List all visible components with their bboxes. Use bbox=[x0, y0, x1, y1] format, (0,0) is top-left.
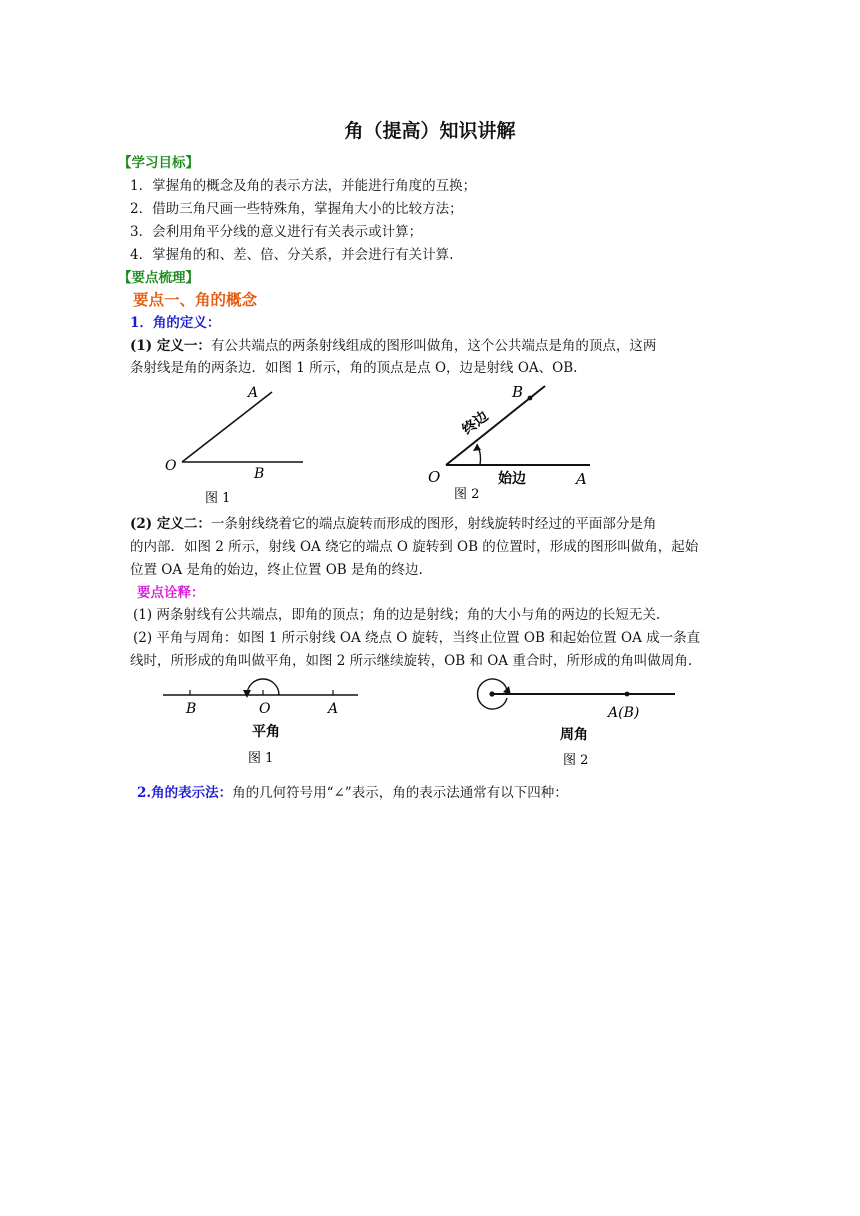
figure1-caption: 图 1 bbox=[205, 491, 231, 505]
objective-item: 3．会利用角平分线的意义进行有关表示或计算； bbox=[130, 224, 423, 240]
objectives-heading: 【学习目标】 bbox=[118, 155, 199, 171]
definition2-text: 一条射线绕着它的端点旋转而形成的图形，射线旋转时经过的平面部分是角 bbox=[210, 516, 657, 532]
definition1-line2: 条射线是角的两条边．如图 1 所示，角的顶点是点 O，边是射线 OA、OB. bbox=[130, 360, 578, 376]
figure2-caption: 图 2 bbox=[454, 487, 480, 502]
label-b: B bbox=[186, 701, 197, 717]
figure4-caption: 图 2 bbox=[563, 753, 589, 768]
definition2-label: (2) 定义二： bbox=[130, 516, 211, 532]
definition2-line3: 位置 OA 是角的始边，终止位置 OB 是角的终边. bbox=[130, 562, 423, 578]
label-o: O bbox=[428, 468, 441, 486]
figure1-angle bbox=[160, 380, 320, 505]
objective-item: 4．掌握角的和、差、倍、分关系，并会进行有关计算. bbox=[130, 247, 454, 263]
terminal-side-label: 终边 bbox=[459, 408, 492, 439]
figure3-straight-angle bbox=[158, 670, 363, 770]
definition1-text: 有公共端点的两条射线组成的图形叫做角，这个公共端点是角的顶点，这两 bbox=[210, 338, 657, 354]
objective-item: 2．借助三角尺画一些特殊角，掌握角大小的比较方法； bbox=[130, 201, 463, 217]
point-ab bbox=[625, 692, 630, 697]
definition1-line bbox=[130, 334, 656, 354]
definition1-label: (1) 定义一： bbox=[130, 338, 211, 354]
ray-oa bbox=[182, 392, 272, 462]
label-o: O bbox=[259, 701, 271, 717]
note-item: (2) 平角与周角：如图 1 所示射线 OA 绕点 O 旋转，当终止位置 OB 和起始位置 OA 成一条直 bbox=[133, 630, 701, 646]
vertex-o bbox=[489, 691, 494, 696]
page-title: 角（提高）知识讲解 bbox=[344, 120, 516, 142]
note-item: (1) 两条射线有公共端点，即角的顶点；角的边是射线；角的大小与角的两边的长短无关. bbox=[133, 607, 661, 623]
full-angle-name: 周角 bbox=[560, 727, 588, 743]
definition2-line2: 的内部．如图 2 所示，射线 OA 绕它的端点 O 旋转到 OB 的位置时，形成的图形叫做角，起始 bbox=[130, 539, 699, 555]
rotation-arrowhead bbox=[473, 444, 481, 451]
point1-heading: 要点一、角的概念 bbox=[133, 290, 258, 309]
label-a: A bbox=[576, 470, 587, 488]
label-a: A bbox=[328, 701, 339, 717]
representation-text: 角的几何符号用“∠”表示，角的表示法通常有以下四种： bbox=[232, 785, 568, 801]
label-b: B bbox=[254, 466, 265, 482]
summary-heading: 【要点梳理】 bbox=[118, 270, 199, 286]
definition-subheading: 1．角的定义： bbox=[130, 315, 221, 331]
notes-heading: 要点诠释： bbox=[137, 585, 205, 601]
initial-side-label: 始边 bbox=[498, 471, 526, 487]
figure4-full-angle bbox=[470, 672, 685, 772]
figure3-caption: 图 1 bbox=[248, 751, 274, 766]
definition2-line bbox=[130, 512, 656, 532]
straight-angle-name: 平角 bbox=[252, 724, 280, 740]
label-b: B bbox=[512, 383, 524, 401]
objective-item: 1．掌握角的概念及角的表示方法，并能进行角度的互换； bbox=[130, 178, 477, 194]
label-o: O bbox=[165, 458, 177, 474]
note-item-line2: 线时，所形成的角叫做平角，如图 2 所示继续旋转，OB 和 OA 重合时，所形成的角叫做周角. bbox=[130, 653, 693, 669]
figure2-rotation-angle bbox=[420, 378, 600, 505]
label-a: A bbox=[248, 385, 259, 401]
representation-subheading: 2.角的表示法： bbox=[137, 785, 233, 801]
point-b bbox=[528, 396, 533, 401]
label-ab: A(B) bbox=[608, 705, 640, 721]
representation-line bbox=[137, 781, 568, 801]
rotation-arrowhead bbox=[243, 690, 251, 698]
